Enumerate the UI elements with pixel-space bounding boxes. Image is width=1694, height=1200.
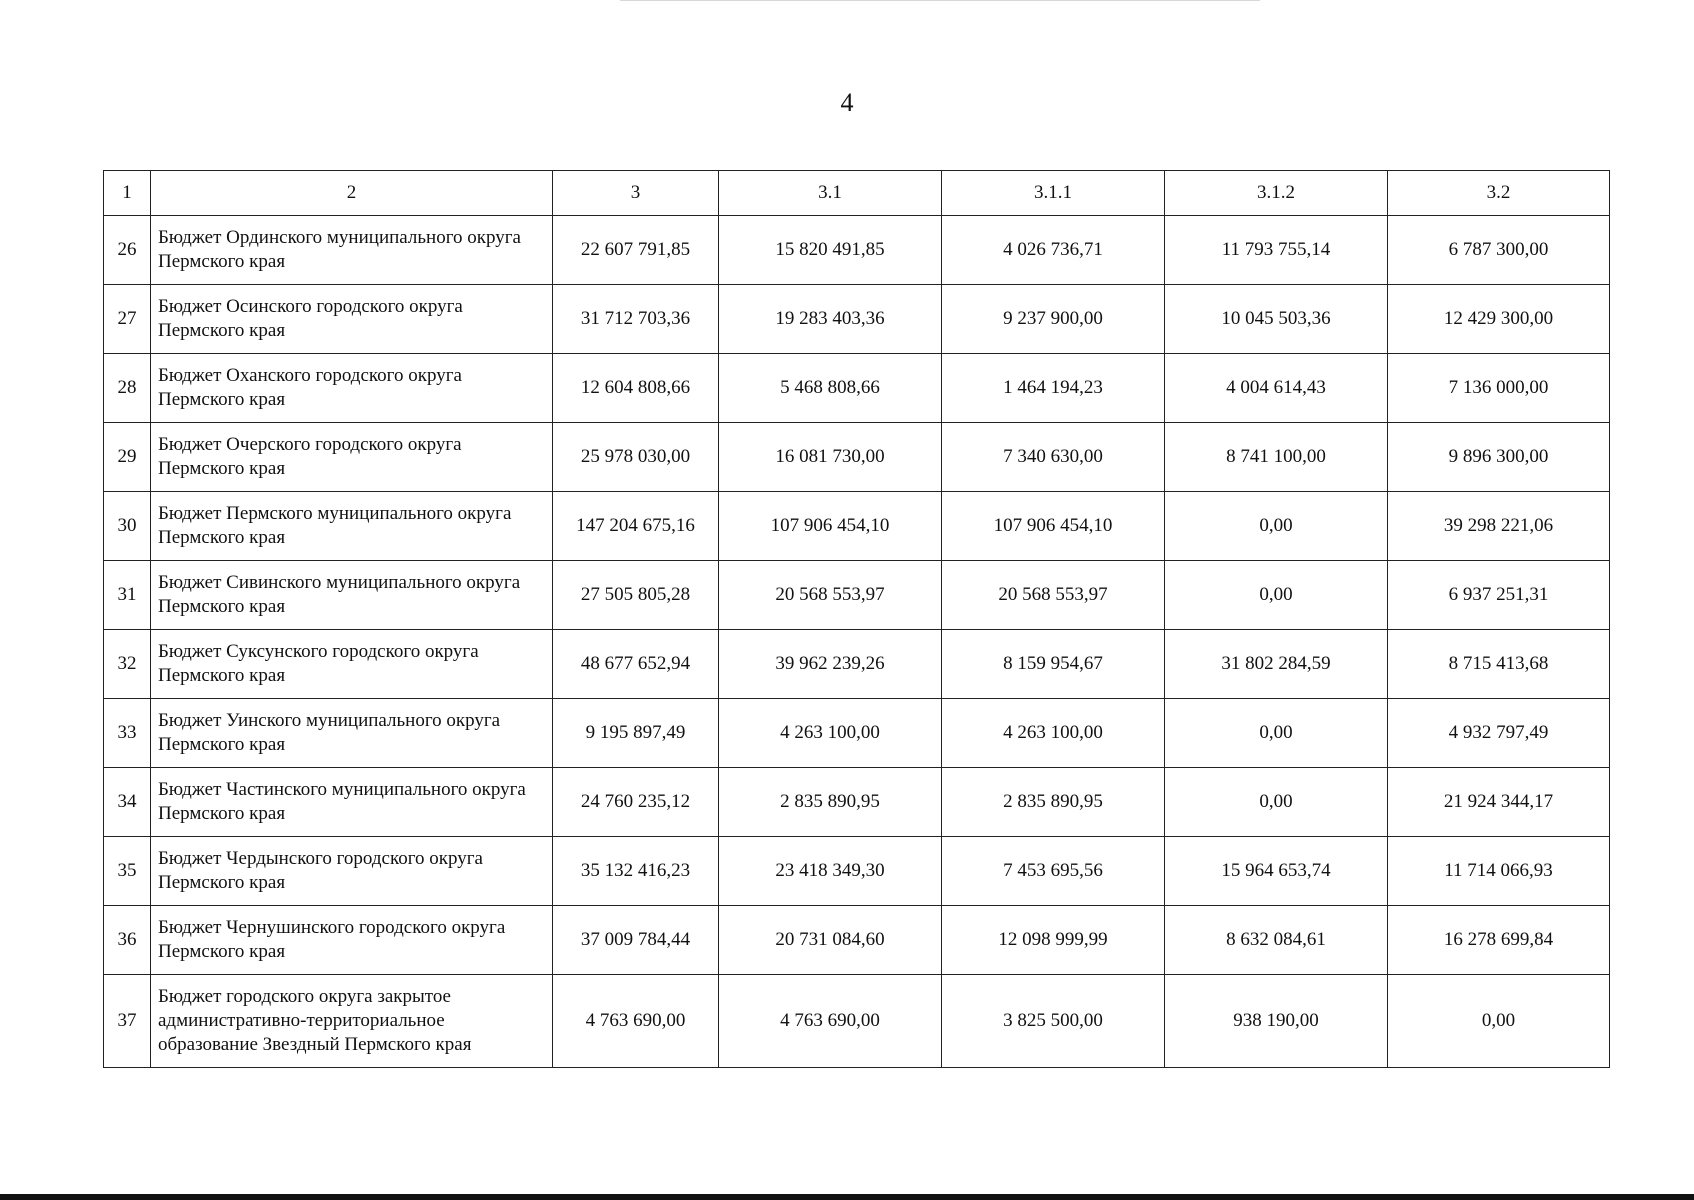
row-number-cell: 28 <box>104 354 151 423</box>
value-cell-3-1-1: 20 568 553,97 <box>942 561 1165 630</box>
value-cell-3: 27 505 805,28 <box>553 561 719 630</box>
budget-name-cell: Бюджет Чернушинского городского округа Пермского края <box>151 906 553 975</box>
table-row <box>104 561 1610 630</box>
row-number-cell: 34 <box>104 768 151 837</box>
header-cell-1: 1 <box>104 171 151 216</box>
value-cell-3-1: 23 418 349,30 <box>719 837 942 906</box>
value-cell-3-1-2: 15 964 653,74 <box>1165 837 1388 906</box>
row-number-cell: 33 <box>104 699 151 768</box>
value-cell-3: 31 712 703,36 <box>553 285 719 354</box>
table-row <box>104 285 1610 354</box>
value-cell-3-2: 12 429 300,00 <box>1388 285 1610 354</box>
budget-name-cell: Бюджет Ординского муниципального округа Пермского края <box>151 216 553 285</box>
value-cell-3: 48 677 652,94 <box>553 630 719 699</box>
budget-name-cell: Бюджет Суксунского городского округа Пермского края <box>151 630 553 699</box>
value-cell-3-1-2: 11 793 755,14 <box>1165 216 1388 285</box>
value-cell-3-2: 39 298 221,06 <box>1388 492 1610 561</box>
value-cell-3-1-1: 8 159 954,67 <box>942 630 1165 699</box>
header-cell-3-1: 3.1 <box>719 171 942 216</box>
value-cell-3-1-1: 4 263 100,00 <box>942 699 1165 768</box>
table-row <box>104 768 1610 837</box>
budget-name-cell: Бюджет Сивинского муниципального округа Пермского края <box>151 561 553 630</box>
header-cell-2: 2 <box>151 171 553 216</box>
value-cell-3-2: 0,00 <box>1388 975 1610 1068</box>
value-cell-3-1: 107 906 454,10 <box>719 492 942 561</box>
value-cell-3-1-2: 4 004 614,43 <box>1165 354 1388 423</box>
row-number-cell: 29 <box>104 423 151 492</box>
value-cell-3-1-2: 0,00 <box>1165 561 1388 630</box>
value-cell-3-2: 16 278 699,84 <box>1388 906 1610 975</box>
value-cell-3-2: 6 787 300,00 <box>1388 216 1610 285</box>
table-body <box>104 171 1610 1068</box>
value-cell-3: 22 607 791,85 <box>553 216 719 285</box>
table-row <box>104 354 1610 423</box>
value-cell-3-1-1: 3 825 500,00 <box>942 975 1165 1068</box>
header-cell-3-1-2: 3.1.2 <box>1165 171 1388 216</box>
value-cell-3: 12 604 808,66 <box>553 354 719 423</box>
value-cell-3: 35 132 416,23 <box>553 837 719 906</box>
table-row <box>104 906 1610 975</box>
budget-table <box>103 170 1610 1068</box>
header-cell-3-1-1: 3.1.1 <box>942 171 1165 216</box>
row-number-cell: 32 <box>104 630 151 699</box>
value-cell-3-1-2: 0,00 <box>1165 492 1388 561</box>
value-cell-3: 24 760 235,12 <box>553 768 719 837</box>
budget-name-cell: Бюджет Чердынского городского округа Пермского края <box>151 837 553 906</box>
table-row <box>104 492 1610 561</box>
budget-name-cell: Бюджет Оханского городского округа Пермского края <box>151 354 553 423</box>
row-number-cell: 31 <box>104 561 151 630</box>
value-cell-3-2: 7 136 000,00 <box>1388 354 1610 423</box>
budget-name-cell: Бюджет Частинского муниципального округа Пермского края <box>151 768 553 837</box>
value-cell-3: 9 195 897,49 <box>553 699 719 768</box>
value-cell-3-2: 21 924 344,17 <box>1388 768 1610 837</box>
table-row <box>104 630 1610 699</box>
value-cell-3-2: 4 932 797,49 <box>1388 699 1610 768</box>
value-cell-3-1-1: 7 340 630,00 <box>942 423 1165 492</box>
budget-name-cell: Бюджет городского округа закрытое административно-территориальное образование Звездный Пермского края <box>151 975 553 1068</box>
budget-name-cell: Бюджет Осинского городского округа Пермского края <box>151 285 553 354</box>
table-row <box>104 423 1610 492</box>
row-number-cell: 37 <box>104 975 151 1068</box>
value-cell-3: 25 978 030,00 <box>553 423 719 492</box>
header-cell-3-2: 3.2 <box>1388 171 1610 216</box>
value-cell-3-1: 20 731 084,60 <box>719 906 942 975</box>
value-cell-3-1-1: 12 098 999,99 <box>942 906 1165 975</box>
budget-name-cell: Бюджет Пермского муниципального округа Пермского края <box>151 492 553 561</box>
budget-name-cell: Бюджет Уинского муниципального округа Пермского края <box>151 699 553 768</box>
value-cell-3-1: 39 962 239,26 <box>719 630 942 699</box>
value-cell-3-1: 4 263 100,00 <box>719 699 942 768</box>
value-cell-3-1: 20 568 553,97 <box>719 561 942 630</box>
value-cell-3-1-1: 4 026 736,71 <box>942 216 1165 285</box>
scan-edge-line <box>620 0 1260 1</box>
row-number-cell: 26 <box>104 216 151 285</box>
row-number-cell: 35 <box>104 837 151 906</box>
value-cell-3: 147 204 675,16 <box>553 492 719 561</box>
value-cell-3-1: 15 820 491,85 <box>719 216 942 285</box>
value-cell-3: 4 763 690,00 <box>553 975 719 1068</box>
value-cell-3-1-2: 10 045 503,36 <box>1165 285 1388 354</box>
table-row <box>104 699 1610 768</box>
value-cell-3-1-2: 8 632 084,61 <box>1165 906 1388 975</box>
value-cell-3-1-1: 107 906 454,10 <box>942 492 1165 561</box>
value-cell-3-2: 11 714 066,93 <box>1388 837 1610 906</box>
value-cell-3-1-1: 9 237 900,00 <box>942 285 1165 354</box>
value-cell-3-1-2: 0,00 <box>1165 699 1388 768</box>
value-cell-3-1: 4 763 690,00 <box>719 975 942 1068</box>
header-cell-3: 3 <box>553 171 719 216</box>
value-cell-3-1: 5 468 808,66 <box>719 354 942 423</box>
table-row <box>104 975 1610 1068</box>
value-cell-3-2: 6 937 251,31 <box>1388 561 1610 630</box>
row-number-cell: 30 <box>104 492 151 561</box>
table-row <box>104 216 1610 285</box>
value-cell-3-2: 8 715 413,68 <box>1388 630 1610 699</box>
value-cell-3: 37 009 784,44 <box>553 906 719 975</box>
value-cell-3-1-2: 31 802 284,59 <box>1165 630 1388 699</box>
row-number-cell: 27 <box>104 285 151 354</box>
value-cell-3-1: 2 835 890,95 <box>719 768 942 837</box>
value-cell-3-1: 16 081 730,00 <box>719 423 942 492</box>
row-number-cell: 36 <box>104 906 151 975</box>
table-row <box>104 837 1610 906</box>
value-cell-3-1-1: 7 453 695,56 <box>942 837 1165 906</box>
value-cell-3-1-1: 1 464 194,23 <box>942 354 1165 423</box>
value-cell-3-1-2: 8 741 100,00 <box>1165 423 1388 492</box>
value-cell-3-2: 9 896 300,00 <box>1388 423 1610 492</box>
header-row <box>104 171 1610 216</box>
scan-bottom-bar <box>0 1194 1694 1200</box>
value-cell-3-1-2: 0,00 <box>1165 768 1388 837</box>
page-number: 4 <box>840 88 854 117</box>
value-cell-3-1-1: 2 835 890,95 <box>942 768 1165 837</box>
budget-name-cell: Бюджет Очерского городского округа Пермского края <box>151 423 553 492</box>
value-cell-3-1-2: 938 190,00 <box>1165 975 1388 1068</box>
value-cell-3-1: 19 283 403,36 <box>719 285 942 354</box>
